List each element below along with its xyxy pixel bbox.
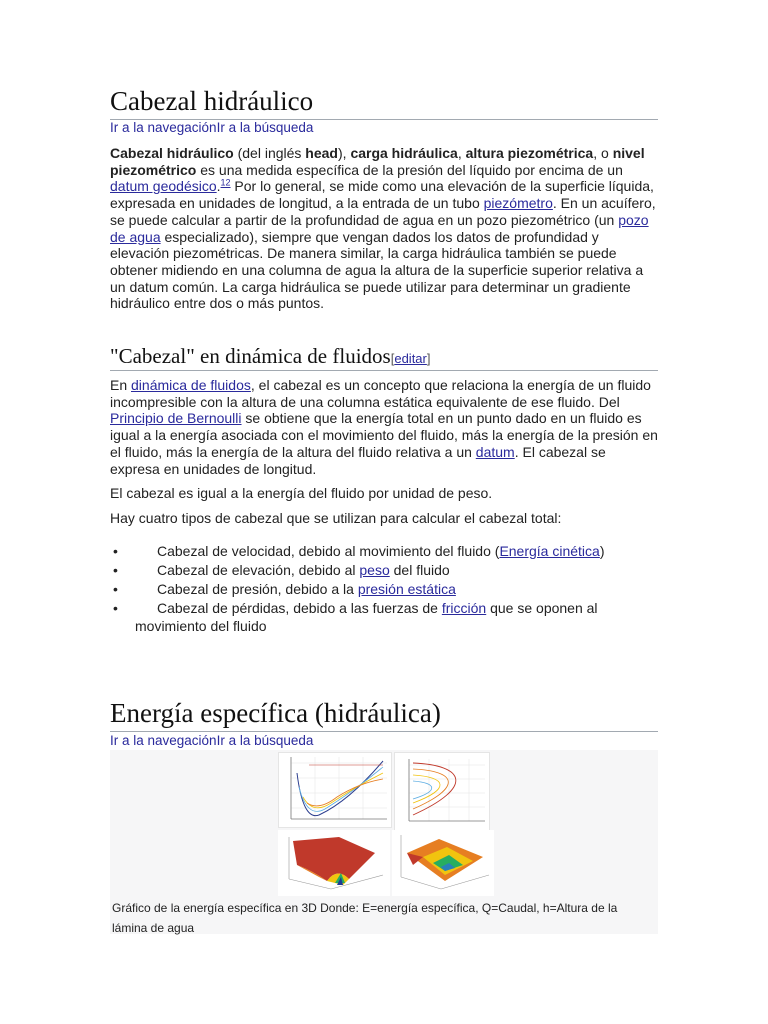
text-run: Cabezal de velocidad, debido al movimiento del fluido ( [157, 543, 500, 559]
list-item [110, 599, 658, 635]
link-piezometro[interactable]: piezómetro [483, 195, 553, 212]
link-dinamica-de-fluidos[interactable]: dinámica de fluidos [131, 377, 251, 393]
head-types-intro: Hay cuatro tipos de cabezal que se utilizan para calcular el cabezal total: [110, 510, 562, 526]
figure-caption: Gráfico de la energía específica en 3D Donde: E=energía específica, Q=Caudal, h=Altura de la lámina de agua [112, 901, 618, 935]
text-run: que se oponen al movimiento del fluido [135, 600, 598, 634]
bold-term: Cabezal hidráulico [110, 145, 234, 161]
text-run: . [216, 178, 221, 195]
chart-h-vs-q [395, 753, 489, 833]
text-run: Cabezal de elevación, debido al [157, 562, 360, 578]
text-run: del fluido [389, 562, 450, 578]
section-heading-energia: Energía específica (hidráulica) [110, 698, 658, 732]
page-title: Cabezal hidráulico [110, 86, 658, 120]
head-definition: El cabezal es igual a la energía del fluido por unidad de peso. [110, 485, 493, 501]
bracket-close: ] [426, 351, 431, 366]
link-presion-estatica[interactable]: presión estática [357, 581, 456, 597]
link-friccion[interactable]: fricción [441, 600, 487, 616]
chart-3d-surface-left [279, 831, 389, 895]
heading-text: "Cabezal" en dinámica de fluidos [110, 344, 391, 368]
fluids-paragraph [110, 377, 658, 477]
bracket-open: [ [390, 351, 395, 366]
link-energia-cinetica[interactable]: Energía cinética [499, 543, 600, 559]
section-heading-fluidos [110, 344, 658, 371]
edit-bracket [391, 351, 431, 366]
bold-term: nivel piezométrico [110, 145, 645, 178]
chart-3d-surface-right [393, 831, 493, 895]
figure-plot-3d-left [278, 830, 390, 896]
text-run: (del inglés [233, 145, 306, 161]
text-run: , o [593, 145, 613, 161]
text-run: En [110, 377, 132, 393]
bullet-icon: • [113, 581, 118, 597]
text-run: , el cabezal es un concepto que relaciona la energía de un fluido incompresible con la altura de una columna estática equivalente de ese fluido. Del [110, 377, 651, 410]
chart-e-vs-h [279, 753, 391, 827]
link-datum-geodesico[interactable]: datum geodésico [110, 178, 217, 195]
list-item [110, 561, 658, 580]
text-run: especializado), siempre que vengan dados los datos de profundidad y elevación piezométricas. De manera similar, la carga hidráulica también se puede obtener midiendo en una columna de agua la altura de la superficie superior relativa a un datum común. La carga hidráulica se puede utilizar para determinar un gradiente hidráulico entre dos o más puntos. [110, 228, 644, 312]
footnote-link[interactable]: 12 [220, 177, 231, 188]
link-peso[interactable]: peso [359, 562, 390, 578]
text-run: ) [599, 543, 605, 559]
bold-term: head [305, 145, 338, 161]
link-principio-bernoulli[interactable]: Principio de Bernoulli [110, 410, 242, 427]
bold-term: altura piezométrica [465, 145, 594, 161]
figure-plot-2d-right [394, 752, 490, 834]
text-run: . El cabezal se expresa en unidades de longitud. [110, 443, 606, 477]
text-run: Cabezal de presión, debido a la [157, 581, 358, 597]
figure-plot-3d-right [392, 830, 494, 896]
text-run: Cabezal de pérdidas, debido a las fuerzas de [157, 600, 442, 616]
text-run: Por lo general, se mide como una elevación de la superficie líquida, expresada en unidades de longitud, a la entrada de un tubo [110, 178, 654, 212]
link-pozo-de-agua[interactable]: pozo de agua [110, 211, 649, 245]
nav-links[interactable]: Ir a la navegaciónIr a la búsqueda [110, 733, 314, 748]
edit-link[interactable]: editar [394, 351, 427, 366]
text-run: se obtiene que la energía total en un punto dado en un fluido es igual a la energía asociada con el movimiento del fluido, más la energía de la presión en el fluido, más la energía de la altura del fluido relativa a un [110, 410, 658, 460]
figure-energia-especifica [110, 750, 658, 934]
figure-plot-2d-left [278, 752, 392, 828]
bold-term: carga hidráulica [350, 145, 458, 161]
list-item [110, 542, 658, 561]
bullet-icon: • [113, 562, 118, 578]
text-run: es una medida específica de la presión del líquido por encima de un [196, 161, 623, 178]
text-run: . En un acuífero, se puede calcular a partir de la profundidad de agua en un pozo piezométrico (un [110, 195, 656, 228]
bullet-icon: • [113, 600, 118, 616]
list-item [110, 580, 658, 599]
bullet-icon: • [113, 543, 118, 559]
intro-paragraph [110, 145, 658, 312]
text-run: ), [337, 145, 351, 161]
nav-links[interactable]: Ir a la navegaciónIr a la búsqueda [110, 120, 314, 135]
text-run: , [457, 145, 466, 161]
head-types-list [110, 542, 658, 635]
link-datum[interactable]: datum [475, 443, 515, 460]
